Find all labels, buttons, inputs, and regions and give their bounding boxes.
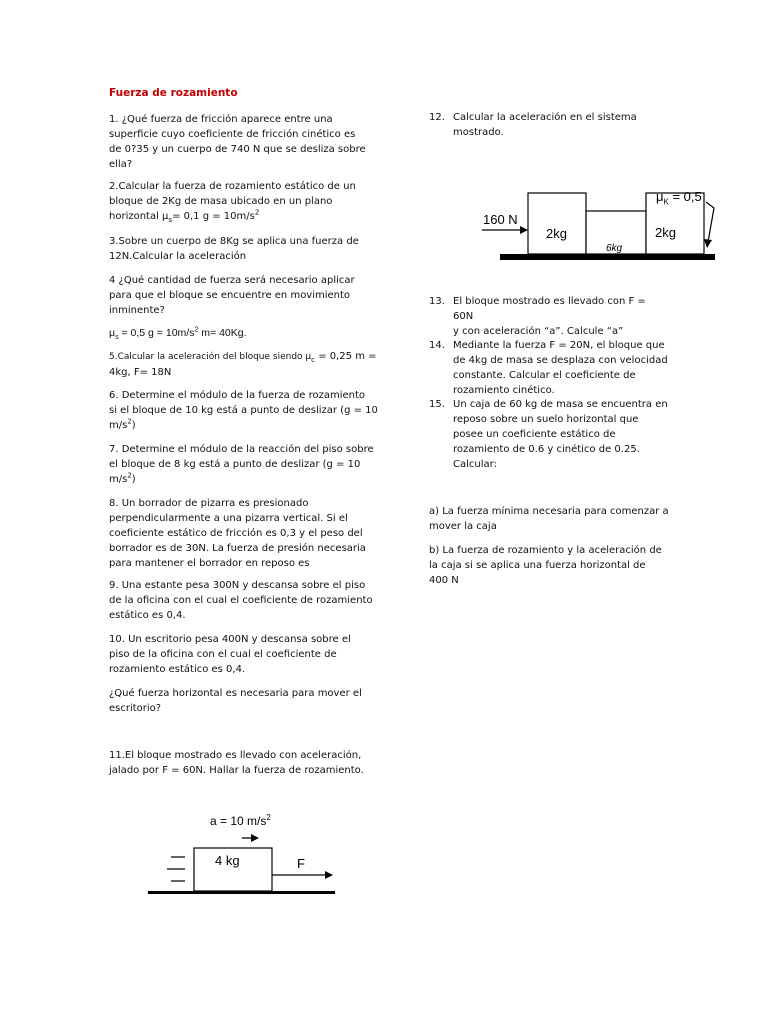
block-1-label: 2kg [546, 226, 567, 241]
diagram-q12 [470, 180, 730, 270]
question-7: 7. Determine el módulo de la reacción del piso sobre el bloque de 8 kg está a punto de deslizar (g = 10 $m/s^2$) [109, 444, 374, 485]
force-label: 160 N [483, 212, 518, 227]
pulley-rope [706, 202, 714, 242]
question-15-a: a) La fuerza mínima necesaria para comenzar a mover la caja [429, 506, 669, 532]
question-12: 12. Calcular la aceleración en el sistema mostrado. [429, 112, 637, 138]
question-6: 6. Determine el módulo de la fuerza de rozamiento si el bloque de 10 kg está a punto de deslizar (g = 10 $m/s^2$) [109, 390, 378, 431]
question-1: 1. ¿Qué fuerza de fricción aparece entre una superficie cuyo coeficiente de fricción cinético es de 0?35 y un cuerpo de 740 N que se desliza sobre ella? [109, 114, 366, 170]
question-8: 8. Un borrador de pizarra es presionado perpendicularmente a una pizarra vertical. Si el coeficiente estático de fricción es 0,3 y el peso del borrador es de 30N. La fuerza de presión necesaria para mantener el borrador en reposo es [109, 498, 366, 569]
question-15: 15. Un caja de 60 kg de masa se encuentra en reposo sobre un suelo horizontal que posee un coeficiente estático de rozamiento de 0.6 y cinético de 0.25. Calcular: [429, 399, 668, 470]
question-15-b: b) La fuerza de rozamiento y la aceleración de la caja si se aplica una fuerza horizontal de 400 N [429, 545, 662, 586]
pulley-arrow-head [704, 239, 712, 248]
question-5: 5.Calcular la aceleración del bloque siendo $\mu_c = 0,25$ m = 4kg, F= 18N [109, 351, 377, 378]
page-title: Fuerza de rozamiento [109, 87, 238, 99]
question-11: 11.El bloque mostrado es llevado con aceleración, jalado por F = 60N. Hallar la fuerza de rozamiento. [109, 750, 364, 776]
block-label: 4 kg [215, 853, 240, 868]
question-2: 2.Calcular la fuerza de rozamiento estático de un bloque de 2Kg de masa ubicado en un plano horizontal $\mu_s= 0,1$ $g = 10m/s^2$ [109, 181, 356, 224]
question-9: 9. Una estante pesa 300N y descansa sobre el piso de la oficina con el cual el coeficiente de rozamiento estático es 0,4. [109, 580, 373, 621]
question-13: 13. El bloque mostrado es llevado con F = 60N y con aceleración “a”. Calcule “a” [429, 296, 646, 337]
question-12-number: 12. [429, 112, 445, 123]
question-4: 4 ¿Qué cantidad de fuerza será necesario aplicar para que el bloque se encuentre en movimiento inminente? [109, 275, 355, 316]
question-3: 3.Sobre un cuerpo de 8Kg se aplica una fuerza de 12N.Calcular la aceleración [109, 236, 359, 262]
force-label: F [297, 856, 305, 871]
block-2-label: 6kg [606, 243, 623, 254]
diagram-q11 [145, 810, 345, 900]
accel-arrow-head [251, 834, 259, 842]
block-1 [528, 193, 586, 254]
accel-label: a = 10 $m/s^2$ [210, 813, 271, 828]
block-3-label: 2kg [655, 225, 676, 240]
question-4-data: $\mu_s = 0,5$ $g = 10m/s^2$ m= 40Kg. [109, 326, 247, 342]
question-10: 10. Un escritorio pesa 400N y descansa sobre el piso de la oficina con el cual el coeficiente de rozamiento estático es 0,4. [109, 634, 351, 675]
question-10-b: ¿Qué fuerza horizontal es necesaria para mover el escritorio? [109, 688, 362, 714]
mu-label: $\mu_K = 0,5$ [656, 189, 702, 207]
force-arrow-head [325, 871, 333, 879]
ground [500, 254, 715, 260]
force-arrow-head [520, 226, 528, 234]
question-14: 14. Mediante la fuerza F = 20N, el bloque que de 4kg de masa se desplaza con velocidad constante. Calcular el coeficiente de rozamiento cinético. [429, 340, 668, 396]
